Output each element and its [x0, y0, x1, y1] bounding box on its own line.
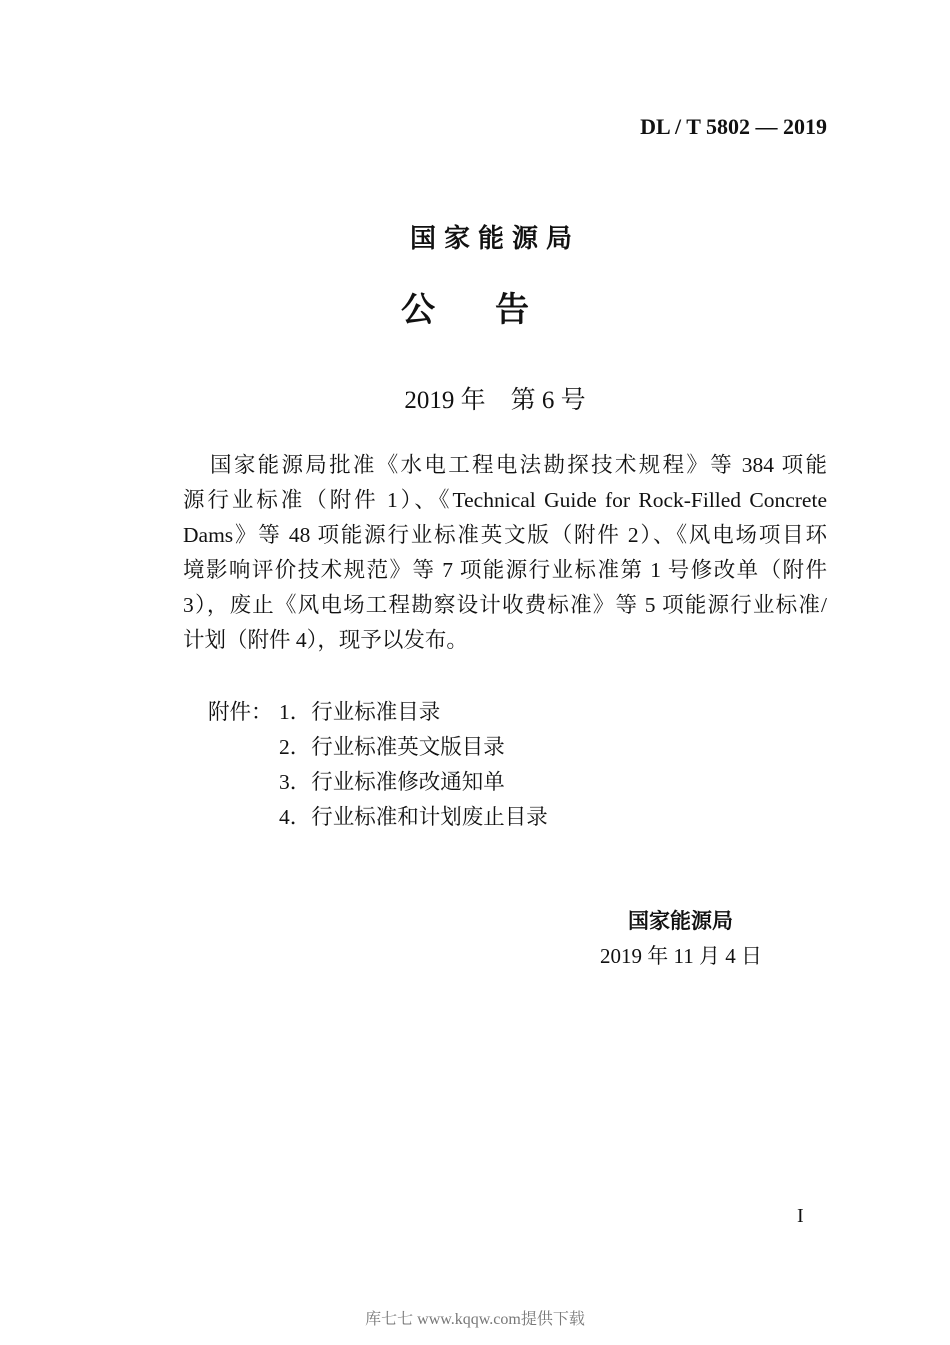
download-footer: 库七七 www.kqqw.com提供下载 — [365, 1311, 585, 1328]
page-number: I — [797, 1205, 804, 1227]
attachment-item: 3．行业标准修改通知单 — [279, 770, 505, 794]
notice-title: 公告 — [401, 290, 589, 330]
signature-agency: 国家能源局 — [628, 909, 733, 933]
attachment-item: 1．行业标准目录 — [279, 700, 441, 724]
body-line: 源行业标准（附件 1）、《Technical Guide for Rock-Filled Concrete — [183, 488, 827, 512]
body-line: 计划（附件 4），现予以发布。 — [183, 628, 468, 652]
notice-number: 2019 年 第 6 号 — [404, 387, 586, 414]
standard-code: DL / T 5802 — 2019 — [640, 114, 827, 139]
body-line: Dams》等 48 项能源行业标准英文版（附件 2）、《风电场项目环 — [183, 523, 827, 547]
body-line: 3），废止《风电场工程勘察设计收费标准》等 5 项能源行业标准/ — [183, 593, 827, 617]
attachment-item: 2．行业标准英文版目录 — [279, 735, 505, 759]
attachments-label: 附件： — [208, 700, 273, 724]
attachment-item: 4．行业标准和计划废止目录 — [279, 805, 548, 829]
issuing-agency-title: 国家能源局 — [409, 224, 580, 254]
body-line: 境影响评价技术规范》等 7 项能源行业标准第 1 号修改单（附件 — [183, 558, 827, 582]
signature-date: 2019 年 11 月 4 日 — [600, 944, 762, 968]
body-line: 国家能源局批准《水电工程电法勘探技术规程》等 384 项能 — [210, 453, 827, 477]
